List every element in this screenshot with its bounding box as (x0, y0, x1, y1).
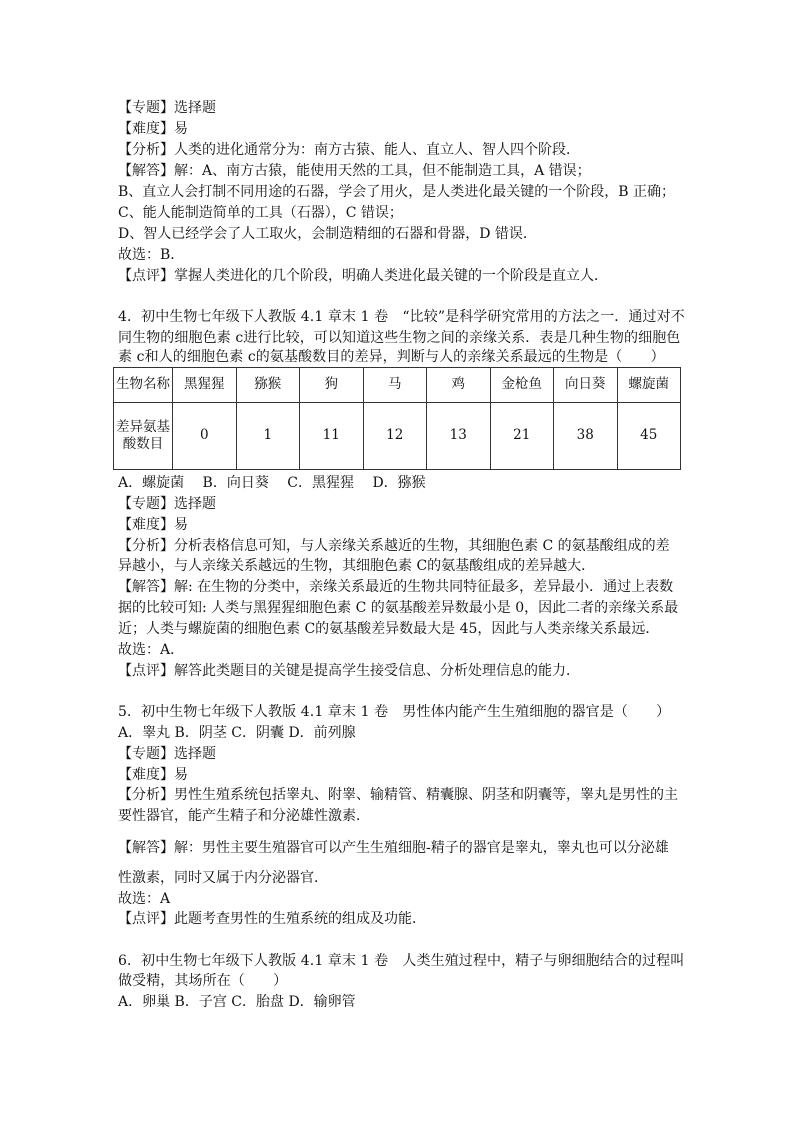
q4-options: A．螺旋菌 B．向日葵 C．黑猩猩 D．猕猴 (118, 475, 426, 491)
table-cell: 黑猩猩 (173, 368, 237, 403)
table-row (114, 402, 681, 469)
table-cell: 向日葵 (554, 368, 618, 403)
q3-answer-line: D、智人已经学会了人工取火，会制造精细的石器和骨器，D 错误． (118, 226, 537, 242)
q5-analysis-line: 【分析】男性生殖系统包括睾丸、附睾、输精管、精囊腺、阴茎和阴囊等，睾丸是男性的主 (118, 787, 678, 803)
q4-question-line: 同生物的细胞色素 c进行比较，可以知道这些生物之间的亲缘关系．表是几种生物的细胞色 (118, 330, 681, 346)
q4-topic: 【专题】选择题 (118, 496, 216, 512)
table-cell: 马 (363, 368, 427, 403)
table-cell: 12 (363, 402, 427, 469)
table-cell: 狗 (300, 368, 364, 403)
table-row-label: 差异氨基酸数目 (114, 402, 173, 469)
q4-answer-line: 近；人类与螺旋菌的细胞色素 C的氨基酸差异数最大是 45，因此与人类亲缘关系最远． (118, 621, 660, 637)
table-row-label: 生物名称 (114, 368, 173, 403)
q3-analysis: 【分析】人类的进化通常分为：南方古猿、能人、直立人、智人四个阶段． (118, 142, 580, 158)
q5-analysis-line: 要性器官，能产生精子和分泌雄性激素． (118, 808, 370, 824)
q5-topic: 【专题】选择题 (118, 746, 216, 762)
q4-analysis-line: 异越小，与人亲缘关系越远的生物，其细胞色素 C的氨基酸组成的差异越大． (118, 558, 596, 574)
q3-answer-line: 【解答】解：A、南方古猿，能使用天然的工具，但不能制造工具，A 错误； (118, 163, 591, 179)
q4-analysis-line: 【分析】分析表格信息可知，与人亲缘关系越近的生物，其细胞色素 C 的氨基酸组成的差 (118, 538, 670, 554)
table-cell: 21 (490, 402, 554, 469)
q6-question-line: 6．初中生物七年级下人教版 4.1 章末 1 卷 人类生殖过程中，精子与卵细胞结合的过程叫 (118, 953, 685, 969)
q5-options: A．睾丸 B．阴茎 C．阴囊 D．前列腺 (118, 725, 356, 741)
q3-answer-line: B、直立人会打制不同用途的石器，学会了用火，是人类进化最关键的一个阶段，B 正确； (118, 184, 676, 200)
q3-answer-line: 故选：B． (118, 247, 185, 263)
q4-comment: 【点评】解答此类题目的关键是提高学生接受信息、分析处理信息的能力． (118, 663, 580, 679)
q5-question: 5．初中生物七年级下人教版 4.1 章末 1 卷 男性体内能产生生殖细胞的器官是（ ） (118, 704, 671, 720)
q4-question-line: 4．初中生物七年级下人教版 4.1 章末 1 卷 “比较”是科学研究常用的方法之一．通过对不 (118, 309, 685, 325)
q5-answer-line: 【解答】解：男性主要生殖器官可以产生生殖细胞-精子的器官是睾丸，睾丸也可以分泌雄 (118, 840, 669, 856)
q6-options: A．卵巢 B．子宫 C．胎盘 D．输卵管 (118, 994, 356, 1010)
table-cell: 45 (617, 402, 681, 469)
table-cell: 鸡 (427, 368, 491, 403)
q3-difficulty: 【难度】易 (118, 121, 188, 137)
table-cell: 猕猴 (236, 368, 300, 403)
table-cell: 0 (173, 402, 237, 469)
q5-answer-line: 性激素，同时又属于内分泌器官． (118, 870, 328, 886)
table-cell: 1 (236, 402, 300, 469)
q4-difficulty: 【难度】易 (118, 517, 188, 533)
q3-topic: 【专题】选择题 (118, 100, 216, 116)
q5-comment: 【点评】此题考查男性的生殖系统的组成及功能． (118, 911, 426, 927)
table-cell: 金枪鱼 (490, 368, 554, 403)
q4-answer-line: 【解答】解: 在生物的分类中，亲缘关系最近的生物共同特征最多，差异最小．通过上表数 (118, 579, 674, 595)
q5-answer-line: 故选：A (118, 891, 171, 907)
table-cell: 螺旋菌 (617, 368, 681, 403)
table-row (114, 368, 681, 403)
amino-acid-difference-table (113, 367, 681, 470)
table-cell: 38 (554, 402, 618, 469)
q5-difficulty: 【难度】易 (118, 767, 188, 783)
table-cell: 13 (427, 402, 491, 469)
q6-question-line: 做受精，其场所在（ ） (118, 973, 288, 989)
q4-question-line: 素 c和人的细胞色素 c的氨基酸数目的差异，判断与人的亲缘关系最远的生物是（ ） (118, 349, 665, 365)
q3-comment: 【点评】掌握人类进化的几个阶段，明确人类进化最关键的一个阶段是直立人． (118, 268, 608, 284)
q3-answer-line: C、能人能制造简单的工具（石器），C 错误； (118, 205, 403, 221)
q4-answer-line: 故选：A． (118, 642, 185, 658)
q4-answer-line: 据的比较可知: 人类与黑猩猩细胞色素 C 的氨基酸差异数最小是 0，因此二者的亲缘关系最 (118, 600, 679, 616)
table-cell: 11 (300, 402, 364, 469)
